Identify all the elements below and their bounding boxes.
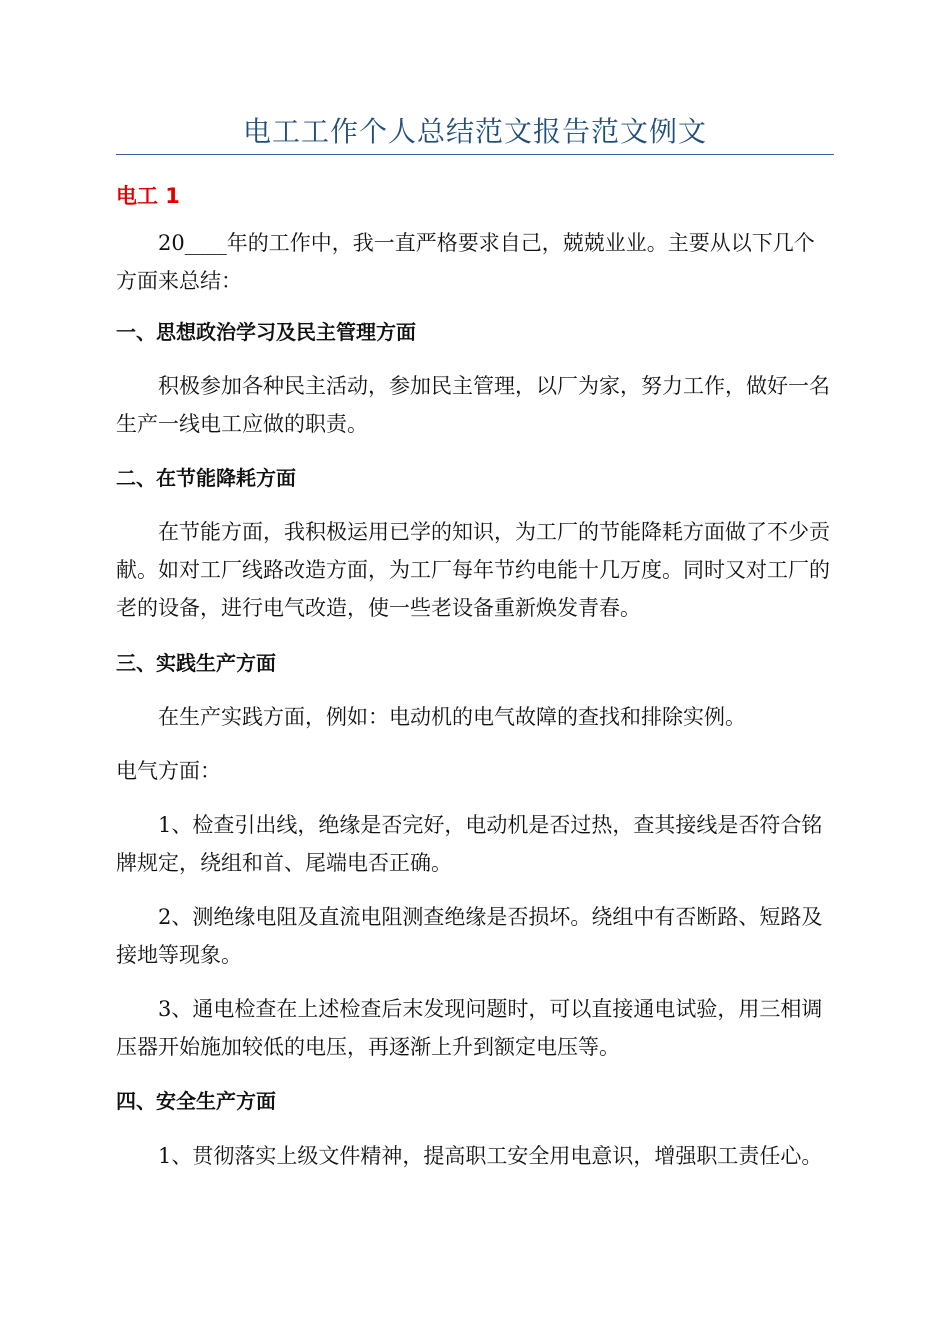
heading-safety: 四、安全生产方面 (116, 1089, 276, 1113)
section-label: 电工 1 (116, 184, 180, 208)
document-title: 电工工作个人总结范文报告范文例文 (242, 115, 707, 148)
intro-paragraph: 20____年的工作中，我一直严格要求自己，兢兢业业。主要从以下几个方面来总结： (116, 231, 815, 293)
paragraph-production-practice: 在生产实践方面，例如：电动机的电气故障的查找和排除实例。 (158, 705, 746, 729)
list-item-electrical-1: 1、检查引出线，绝缘是否完好，电动机是否过热，查其接线是否符合铭牌规定，绕组和首、尾端电否正确。 (116, 813, 823, 875)
paragraph-energy-saving: 在节能方面，我积极运用已学的知识，为工厂的节能降耗方面做了不少贡献。如对工厂线路改造方面，为工厂每年节约电能十几万度。同时又对工厂的老的设备，进行电气改造，使一些老设备重新焕发青春。 (116, 520, 830, 620)
paragraph-political-study: 积极参加各种民主活动，参加民主管理，以厂为家，努力工作，做好一名生产一线电工应做的职责。 (116, 374, 830, 436)
list-item-electrical-3: 3、通电检查在上述检查后末发现问题时，可以直接通电试验，用三相调压器开始施加较低的电压，再逐渐上升到额定电压等。 (116, 997, 823, 1059)
list-item-electrical-2: 2、测绝缘电阻及直流电阻测查绝缘是否损坏。绕组中有否断路、短路及接地等现象。 (116, 905, 823, 967)
heading-political-study: 一、思想政治学习及民主管理方面 (116, 320, 416, 344)
list-item-safety-1: 1、贯彻落实上级文件精神，提高职工安全用电意识，增强职工责任心。 (158, 1144, 823, 1168)
electrical-label: 电气方面： (116, 759, 221, 783)
heading-energy-saving: 二、在节能降耗方面 (116, 466, 296, 490)
heading-production-practice: 三、实践生产方面 (116, 651, 276, 675)
title-underline (116, 154, 834, 155)
